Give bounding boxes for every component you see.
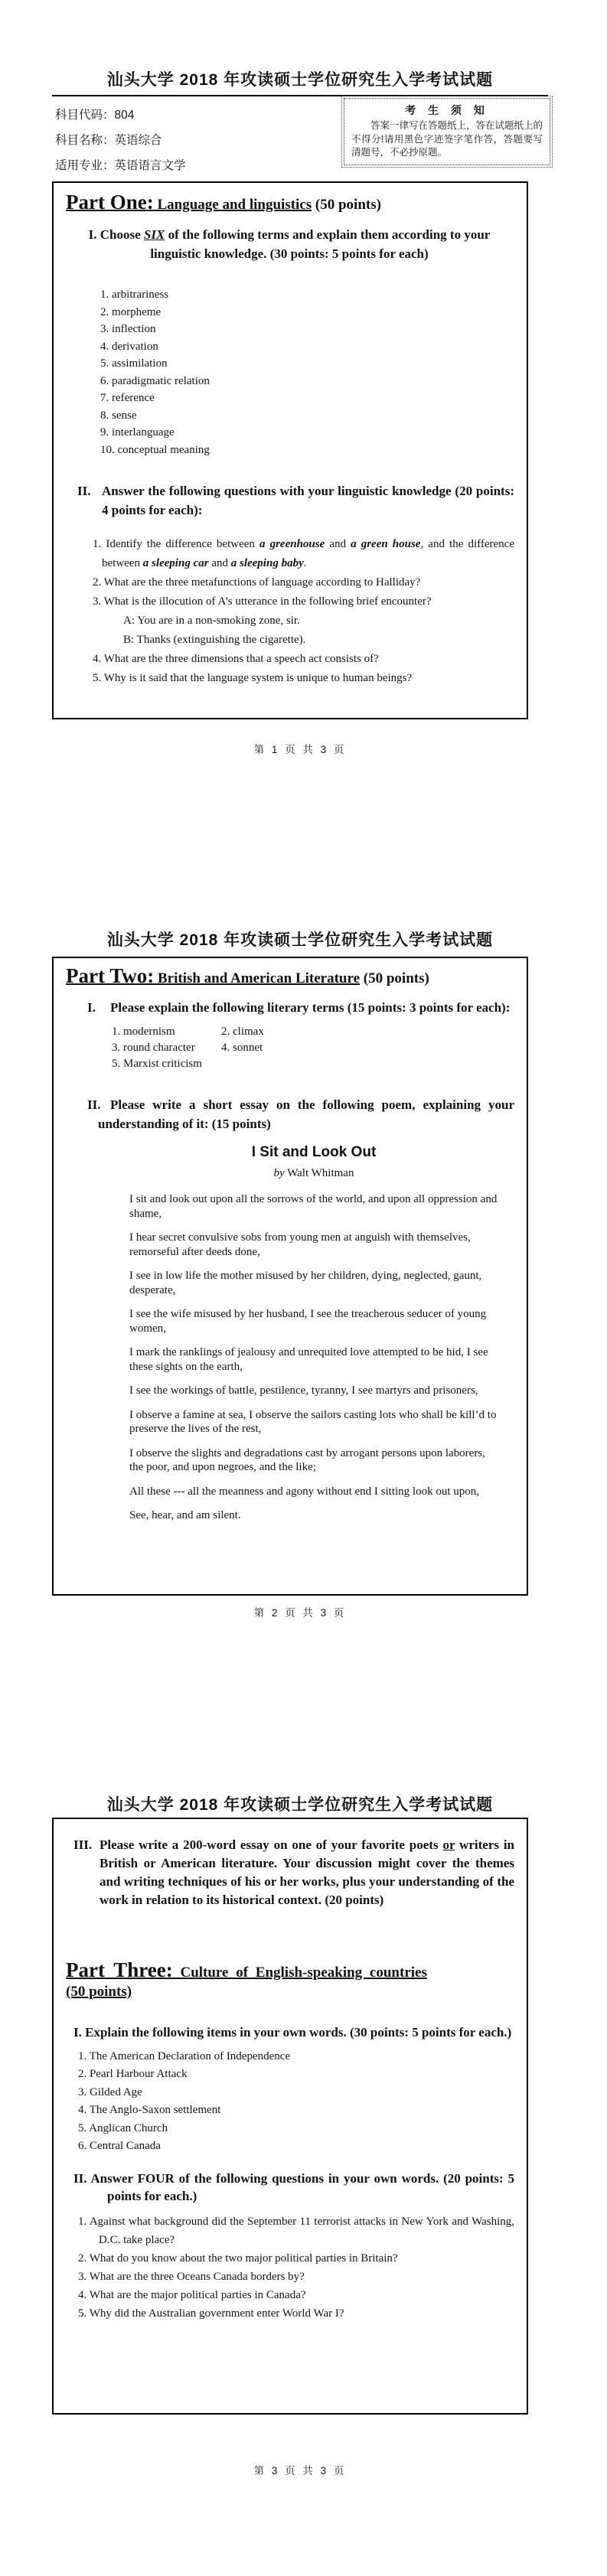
list-item: 5. Marxist criticism: [112, 1058, 202, 1070]
poem-byline-author: Walt Whitman: [284, 1167, 354, 1179]
essay-prompt-text: Please write a 200-word essay on one of your favorite poets: [100, 1837, 443, 1852]
culture-question-2: 2. What do you know about the two major political parties in Britain?: [78, 2252, 398, 2265]
question-3: 3. What is the illocution of A’s utterance in the following brief encounter?: [93, 595, 432, 608]
major-row: [55, 153, 186, 178]
list-item: 7. reference: [100, 392, 155, 404]
list-item: 6. paradigmatic relation: [100, 374, 210, 387]
section-1-heading: [73, 225, 505, 263]
candidate-notice-box: [344, 98, 550, 165]
question-1-text: and: [325, 538, 351, 550]
question-1-text: and: [208, 557, 231, 569]
exam-content-box-3: [52, 1818, 528, 2415]
poem-line: I see the wife misused by her husband, I see the treacherous seducer of young women,: [129, 1308, 487, 1335]
title-divider: [52, 95, 548, 96]
exam-page-3: [0, 1717, 607, 2576]
lit-section-3-numeral: III.: [73, 1837, 93, 1852]
subject-name-value: 英语综合: [114, 134, 162, 147]
lit-section-2-numeral: II.: [87, 1097, 101, 1112]
poem-title: I Sit and Look Out: [251, 1144, 377, 1160]
poem-block: [129, 1144, 498, 1523]
poem-line: I mark the ranklings of jealousy and unrequited love attempted to be hid, I see these sights on the earth,: [129, 1346, 488, 1373]
list-item: 10. conceptual meaning: [100, 443, 210, 456]
notice-body: 答案一律写在答题纸上，答在试题纸上的不得分!请用黑色字迹签字笔作答，答题要写清题号，不必抄原题。: [351, 120, 543, 158]
part-two-title: British and American Literature: [154, 970, 361, 986]
list-item: 8. sense: [100, 409, 137, 422]
term-sleeping-car: a sleeping car: [142, 557, 209, 569]
subject-code-row: [55, 103, 186, 128]
term-greenhouse: a greenhouse: [259, 538, 325, 550]
list-item: 4. The Anglo-Saxon settlement: [78, 2104, 221, 2116]
list-item: 4. sonnet: [221, 1042, 263, 1054]
part-two-points: (50 points): [360, 970, 429, 986]
linguistics-questions: [64, 535, 514, 688]
lit-section-3-heading: [64, 1836, 514, 1909]
exam-content-box-1: [52, 181, 528, 719]
list-item: 3. round character: [112, 1042, 195, 1054]
poem-byline-by: by: [273, 1167, 285, 1179]
section-2-heading: [64, 481, 514, 520]
poem-line: I observe the slights and degradations cast by arrogant persons upon laborers, the poor, and upon negroes, and the like;: [129, 1446, 485, 1473]
poem-line: All these --- all the meanness and agony without end I sitting look out upon,: [129, 1485, 480, 1498]
part-two-heading: [66, 964, 514, 988]
list-item: 6. Central Canada: [78, 2140, 161, 2152]
list-item: 1. arbitrariness: [100, 289, 169, 301]
subject-name-row: [55, 128, 186, 153]
part-three-points-line: [66, 1984, 514, 2000]
list-item: 9. interlanguage: [100, 426, 175, 439]
subject-header-info: [55, 103, 186, 178]
question-1-text: .: [303, 557, 307, 569]
culture-section-1-heading: I. Explain the following items in your own words. (30 points: 5 points for each.): [73, 2025, 512, 2040]
six-emphasis: SIX: [143, 227, 165, 242]
section-2-heading-text: Answer the following questions with your linguistic knowledge (20 points: 4 points for each):: [102, 484, 514, 517]
dialogue-line-a: A: You are in a non-smoking zone, sir.: [123, 615, 300, 627]
lit-section-2-heading: [64, 1095, 514, 1133]
subject-name-label: 科目名称：: [55, 134, 115, 147]
exam-content-box-2: [52, 957, 528, 1596]
poem-lines: [129, 1192, 498, 1523]
lit-section-1-heading: [64, 997, 514, 1018]
question-1-text: , and the difference between: [102, 538, 514, 569]
subject-code-label: 科目代码：: [55, 109, 115, 122]
essay-prompt-text: writers in British or American literature. Your discussion might cover the themes and writing techniques of his or her works, plus your understanding of the work in relation to its historical context. (20 points): [100, 1837, 514, 1907]
culture-question-3: 3. What are the three Oceans Canada borders by?: [78, 2270, 305, 2283]
or-emphasis: or: [442, 1837, 455, 1852]
culture-question-4: 4. What are the major political parties in Canada?: [78, 2288, 306, 2301]
dialogue-line-b: B: Thanks (extinguishing the cigarette).: [123, 634, 306, 646]
page-title: 汕头大学 2018 年攻读硕士学位研究生入学考试试题: [106, 71, 494, 89]
list-item: 1. The American Declaration of Independence: [78, 2049, 291, 2062]
subject-code-value: 804: [114, 109, 135, 122]
question-1: [64, 535, 514, 573]
page-number-footer: 第 2 页 共 3 页: [253, 1607, 347, 1619]
list-item: 1. modernism: [112, 1026, 175, 1038]
major-label: 适用专业：: [55, 159, 115, 172]
part-one-label: Part One:: [66, 191, 154, 214]
question-1-text: 1. Identify the difference between: [93, 538, 259, 550]
list-item: 2. morpheme: [100, 305, 162, 318]
poem-line: I observe a famine at sea, I observe the sailors casting lots who shall be kill’d to preserve the lives of the rest,: [129, 1408, 497, 1435]
question-5: 5. Why is it said that the language system is unique to human beings?: [93, 672, 413, 684]
term-sleeping-baby: a sleeping baby: [230, 557, 304, 569]
poem-line: I sit and look out upon all the sorrows of the world, and upon all oppression and shame,: [129, 1193, 498, 1220]
major-value: 英语语言文学: [114, 159, 186, 172]
part-two-label: Part Two:: [66, 964, 155, 987]
question-4: 4. What are the three dimensions that a speech act consists of?: [93, 653, 379, 665]
literary-terms-grid: [112, 1024, 514, 1072]
list-item: 4. derivation: [100, 340, 158, 353]
culture-questions-list: [78, 2212, 514, 2323]
culture-question-1: 1. Against what background did the September 11 terrorist attacks in New York and Washing, D.C. take place?: [78, 2215, 514, 2246]
part-three-title: Culture of English-speaking countries: [172, 1965, 427, 1981]
term-green-house: a green house: [351, 538, 421, 550]
notice-title: 考 生 须 知: [405, 104, 489, 116]
exam-page-1: [0, 0, 607, 859]
list-item: 2. Pearl Harbour Attack: [78, 2068, 188, 2080]
list-item: 3. inflection: [100, 323, 156, 335]
lit-section-1-numeral: I.: [87, 1000, 96, 1015]
poem-byline: [129, 1167, 498, 1180]
section-2-numeral: II.: [77, 484, 91, 498]
part-three-label: Part Three:: [66, 1958, 173, 1981]
part-one-heading: [66, 191, 514, 214]
page-title: 汕头大学 2018 年攻读硕士学位研究生入学考试试题: [106, 1796, 494, 1814]
page-number-footer: 第 1 页 共 3 页: [253, 744, 347, 755]
lit-section-1-text: Please explain the following literary terms (15 points: 3 points for each):: [110, 1000, 511, 1015]
question-2: 2. What are the three metafunctions of language according to Halliday?: [93, 576, 421, 589]
grid-spacer: [221, 1056, 514, 1072]
section-1-heading-pre: I. Choose: [88, 227, 144, 242]
poem-line: See, hear, and am silent.: [129, 1509, 241, 1521]
poem-line: I see in low life the mother misused by her children, dying, neglected, gaunt, desperate,: [129, 1270, 482, 1296]
culture-question-5: 5. Why did the Australian government enter World War I?: [78, 2307, 344, 2320]
list-item: 5. Anglican Church: [78, 2121, 168, 2134]
lit-section-2-text: Please write a short essay on the following poem, explaining your understanding of it: (15 points): [98, 1097, 514, 1131]
part-one-title: Language and linguistics: [153, 197, 312, 213]
part-three-points: (50 points): [66, 1984, 132, 2000]
list-item: 2. climax: [221, 1026, 264, 1038]
poem-line: I see the workings of battle, pestilence, tyranny, I see martyrs and prisoners,: [129, 1384, 478, 1397]
poem-line: I hear secret convulsive sobs from young men at anguish with themselves, remorseful after deeds done,: [129, 1231, 471, 1258]
part-one-points: (50 points): [312, 197, 381, 213]
exam-page-2: [0, 859, 607, 1717]
culture-items-list: [78, 2048, 514, 2156]
page-number-footer: 第 3 页 共 3 页: [253, 2465, 347, 2477]
culture-section-2-heading: II. Answer FOUR of the following questions in your own words. (20 points: 5 points for each.): [73, 2170, 514, 2203]
linguistics-terms-list: [100, 286, 514, 458]
page-title: 汕头大学 2018 年攻读硕士学位研究生入学考试试题: [106, 931, 494, 949]
list-item: 5. assimilation: [100, 357, 168, 370]
part-three-heading: [66, 1958, 514, 1982]
list-item: 3. Gilded Age: [78, 2085, 142, 2098]
section-1-heading-post: of the following terms and explain them according to your linguistic knowledge. (30 points: 5 points for each): [150, 227, 491, 261]
